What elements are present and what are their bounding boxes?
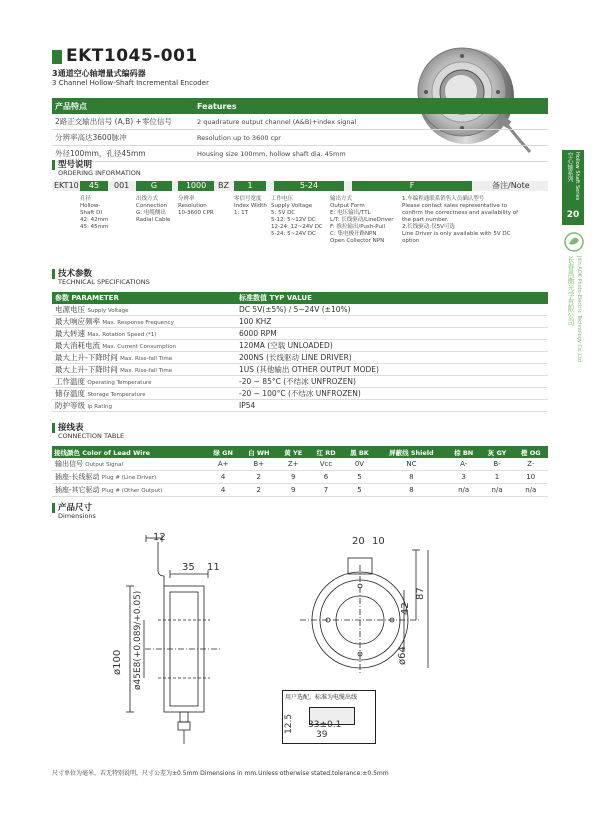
ordering-title-en: ORDERING INFORMATION: [58, 169, 141, 177]
table-row: 外径100mm，孔径45mm Housing size 100mm, hollow shaft dia. 45mm: [52, 146, 548, 162]
ordering-col-output: 输出方式 Output Form E: 电压输出/TTL L/T: 长线驱动/LineDriver F: 推拉输出/Push-Pull C: 集电极开路NPN Open Collector NPN: [330, 196, 394, 244]
dim-12-5: 12.5: [284, 713, 294, 734]
dim-45: ø45E8(+0.089/+0.05): [133, 590, 143, 690]
section-marker: [52, 160, 55, 170]
dim-39: 39: [316, 730, 328, 740]
ordering-col-resolution: 分辨率 Resolution 10-3600 CPR: [178, 196, 214, 216]
table-row: 插座-其它驱动 Plug # (Other Output) 4 2 9 7 5 8 n/a n/a n/a: [52, 484, 548, 497]
dim-33: 33±0.1: [308, 720, 342, 730]
table-row: 工作温度 Operating Temperature -20 ~ 85°C (不结冰 UNFROZEN): [52, 376, 548, 388]
ordering-col-note: 1.车编程通联系销售人员确认型号 Please contact sales representative to confirm the correctness and availability of the part number. 2.长线驱动:仅5V可选 Line Driver is only available with 5V DC option: [402, 196, 519, 244]
company-name-en: Jilin AOK Photo-Electric Technology Co.,Ltd: [576, 256, 582, 362]
specs-title-en: TECHNICAL SPECIFICATIONS: [58, 278, 150, 286]
connection-title-en: CONNECTION TABLE: [58, 432, 125, 440]
section-marker: [52, 269, 55, 279]
dim-87: 87: [415, 587, 426, 600]
specs-header-param: 参数 PARAMETER: [52, 292, 236, 304]
table-row: 最大转速 Max. Rotation Speed (*1) 6000 RPM: [52, 328, 548, 340]
table-row: 最大上升-下降时间 Max. Rise-fall Time 200NS (长线驱动 LINE DRIVER): [52, 352, 548, 364]
plug-drawing: [282, 690, 376, 744]
ordering-title-cn: 型号说明: [58, 160, 93, 170]
ordering-col-shaft: 孔径 Hollow- Shaft DI 42: 42mm 45: 45mm: [80, 196, 109, 230]
table-row: 防护等级 Ip Rating IP54: [52, 400, 548, 412]
features-header-cn: 产品特点: [52, 98, 194, 114]
dim-42: 42: [400, 602, 411, 615]
dim-20: 20: [352, 536, 365, 547]
dim-64: ø64: [397, 646, 408, 665]
table-row: 最大上升-下降时间 Max. Rise-fall Time 1US (其他输出 OTHER OUTPUT MODE): [52, 364, 548, 376]
table-row: 2路正交输出信号 (A,B) +零位信号 2 quadrature output channel (A&B)+index signal: [52, 114, 548, 130]
table-row: 分辨率高达3600脉冲 Resolution up to 3600 cpr: [52, 130, 548, 146]
dim-11: 11: [207, 562, 220, 573]
features-header-en: Features: [194, 98, 548, 114]
dim-35: 35: [182, 562, 195, 573]
front-view-drawing: [300, 540, 440, 680]
table-row: 最大响应频率 Max. Response Frequency 100 KHZ: [52, 316, 548, 328]
connection-table: 接线颜色 Color of Lead Wire 绿 GN 白 WH 黄 YE 红 RD 黑 BK 屏蔽线 Shield 棕 BN 灰 GY 橙 OG 输出信号 Output Signal A+ B+ Z+ Vcc 0V NC A- B- Z- 插座-长线驱动 Plug # (Line Driver) 4 2 9 6 5 8 3 1 10 插座-其它驱动 Plug # (Other Output) 4 2 9 7 5 8 n/a n/a n/a: [52, 446, 548, 497]
dim-12: 12: [153, 532, 166, 543]
plug-note: 用户选配，标准为电缆出线: [285, 694, 358, 701]
footer-note: 尺寸单位为毫米，若无特别说明，尺寸公差为±0.5mm Dimensions in mm.Unless otherwise stated,tolerance:±0.5mm: [52, 770, 389, 777]
specs-table: [52, 292, 548, 412]
series-tab: 空心轴系列 Hollow Shaft Series: [562, 150, 584, 210]
ordering-col-index: 零信号宽度 Index Width 1: 1T: [234, 196, 267, 216]
table-row: 插座-长线驱动 Plug # (Line Driver) 4 2 9 6 5 8 3 1 10: [52, 471, 548, 484]
table-row: 储存温度 Storage Temperature -20 ~ 100°C (不结冰 UNFROZEN): [52, 388, 548, 400]
features-table: [52, 98, 548, 162]
table-row: 输出信号 Output Signal A+ B+ Z+ Vcc 0V NC A- B- Z-: [52, 458, 548, 471]
ordering-code-row: EKT10 45 001 G 1000 BZ 1 5-24 F 备注/Note: [52, 181, 548, 191]
section-marker: [52, 503, 55, 513]
section-marker: [52, 423, 55, 433]
dim-10: 10: [372, 536, 385, 547]
ordering-col-voltage: 工作电压 Supply Voltage 5: 5V DC 5-12: 5~12V DC 12-24: 12~24V DC 5-24: 5~24V DC: [271, 196, 323, 237]
title-marker: [52, 50, 62, 64]
table-row: 最大消耗电流 Max. Current Consumption 120MA (空载 UNLOADED): [52, 340, 548, 352]
specs-title-cn: 技术参数: [58, 269, 93, 279]
subtitle-cn: 3通道空心轴增量式编码器: [52, 69, 146, 78]
dim-100: ø100: [112, 649, 123, 675]
company-logo-icon: [564, 232, 584, 252]
dimensions-title-en: Dimensions: [58, 512, 96, 520]
page-title: EKT1045-001: [66, 46, 198, 66]
page-number: 20: [562, 205, 584, 225]
dimensions-title-cn: 产品尺寸: [58, 503, 93, 513]
specs-header-value: 标准数值 TYP VALUE: [236, 292, 548, 304]
ordering-col-connection: 出线方式 Connection G: 电缆侧出 Radial Cable: [136, 196, 171, 223]
table-row: 电源电压 Supply Voltage DC 5V(±5%) / 5~24V (±10%): [52, 304, 548, 316]
subtitle-en: 3 Channel Hollow-Shaft Incremental Encoder: [52, 79, 209, 87]
company-name-cn: 长春禹衡光学有限公司: [567, 256, 575, 326]
connection-title-cn: 接线表: [58, 423, 84, 433]
